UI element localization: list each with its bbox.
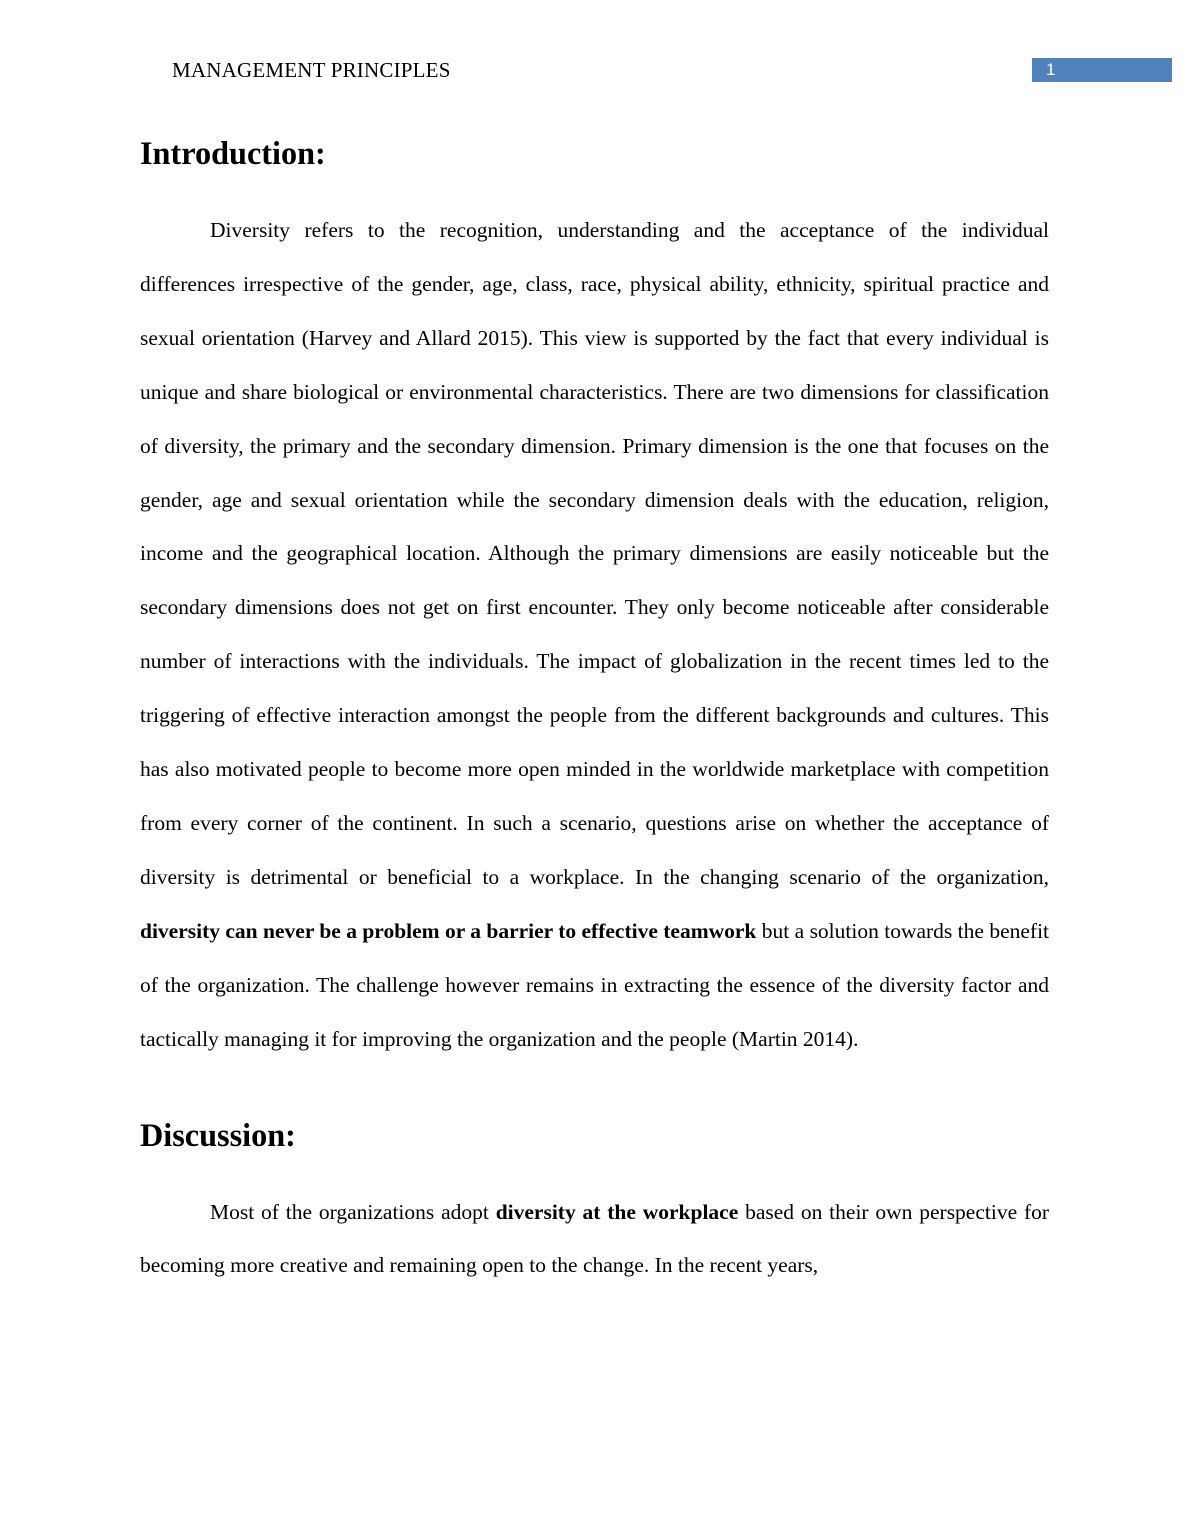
introduction-bold-phrase: diversity can never be a problem or a barrier to effective teamwork: [140, 918, 757, 943]
introduction-text-part1: Diversity refers to the recognition, understanding and the acceptance of the individual differences irrespective of the gender, age, class, race, physical ability, ethnicity, spiritual practice and sexual orientation (Harvey and Allard 2015). This view is supported by the fact that every individual is unique and share biological or environmental characteristics. There are two dimensions for classification of diversity, the primary and the secondary dimension. Primary dimension is the one that focuses on the gender, age and sexual orientation while the secondary dimension deals with the education, religion, income and the geographical location. Although the primary dimensions are easily noticeable but the secondary dimensions does not get on first encounter. They only become noticeable after considerable number of interactions with the individuals. The impact of globalization in the recent times led to the triggering of effective interaction amongst the people from the different backgrounds and cultures. This has also motivated people to become more open minded in the worldwide marketplace with competition from every corner of the continent. In such a scenario, questions arise on whether the acceptance of diversity is detrimental or beneficial to a workplace. In the changing scenario of the organization,: [140, 218, 1049, 889]
page-number-box: [1032, 58, 1172, 82]
running-head: MANAGEMENT PRINCIPLES: [172, 58, 451, 82]
discussion-bold-phrase: diversity at the workplace: [495, 1199, 739, 1224]
introduction-paragraph: [140, 204, 1049, 1067]
discussion-paragraph: [140, 1186, 1049, 1294]
introduction-text-part2: but a solution towards the benefit of the organization. The challenge however remains in extracting the essence of the diversity factor and tactically managing it for improving the organization and the people (Martin 2014).: [140, 918, 1050, 1051]
page-number: 1: [1046, 60, 1056, 79]
discussion-text-part2: based on their own perspective for becoming more creative and remaining open to the change. In the recent years,: [140, 1199, 1050, 1278]
discussion-heading: Discussion:: [140, 1116, 296, 1153]
introduction-heading: Introduction:: [140, 135, 326, 171]
discussion-text-part1: Most of the organizations adopt: [210, 1199, 489, 1224]
document-body: [140, 131, 1049, 1293]
